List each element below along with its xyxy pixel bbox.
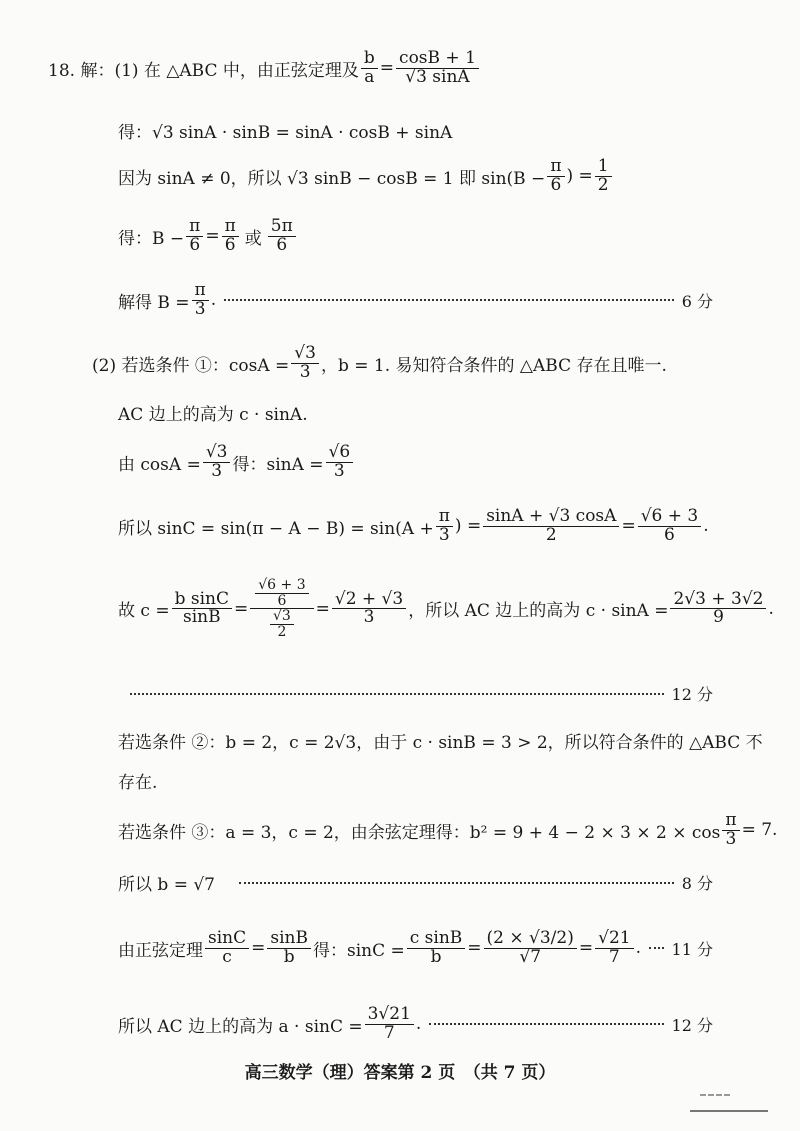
p2-line-1: (2) 若选条件 ①：cosA = $\frac{√3}{3}$ ，b = 1. 易知符合条件的 △ABC 存在且唯一. xyxy=(92,343,667,382)
score-8: 8 分 xyxy=(681,874,713,893)
dot-leader xyxy=(130,693,664,695)
q18-line-5: 解得 B = $\frac{\pi}{3}$ . 6 分 xyxy=(118,280,713,319)
p2-line-2: AC 边上的高为 c · sinA. xyxy=(118,405,308,425)
corner-scribble xyxy=(690,1098,768,1112)
page-footer: 高三数学（理）答案第 2 页 （共 7 页） xyxy=(244,1063,556,1083)
score-12-final: 12 分 xyxy=(671,1015,713,1035)
q18-line-3: 因为 sinA ≠ 0，所以 √3 sinB − cosB = 1 即 sin(B − $\frac{\pi}{6}$ ) = $\frac{1}{2}$ xyxy=(118,158,614,195)
q18-line-1: 18. 解：(1) 在 △ABC 中，由正弦定理及 $\frac{b}{a}$ = $\frac{\cos B + 1}{√3 \sin A}$ xyxy=(48,50,481,87)
q18-intro: 18. 解：(1) 在 △ABC 中，由正弦定理及 xyxy=(48,60,359,81)
p2-line-4: 所以 sinC = sin(π − A − B) = sin(A + $\frac{\pi}{3}$ ) = $\frac{\sin A + √3 \cos A}{2}$ = $\frac{√6 + 3}{6}$ . xyxy=(118,506,709,545)
c2-line-1: 若选条件 ②：b = 2，c = 2√3，由于 c · sinB = 3 > 2，所以符合条件的 △ABC 不 xyxy=(118,733,763,753)
q18-line-4: 得：B − $\frac{\pi}{6}$ = $\frac{\pi}{6}$ 或 $\frac{5\pi}{6}$ xyxy=(118,218,298,255)
dot-leader xyxy=(239,882,674,884)
p2-line-5: 故 c = $\frac{\text{b sinC}}{\sin B}$ = $\frac{\frac{√6 + 3}{6}}{\frac{√3}{2}}$ = $\frac{√2 + √3}{3}$ ，所以 AC 边上的高为 c · sinA = $\frac{2√3 + 3√2}{9}$ . xyxy=(118,577,774,641)
score-6: 6 分 xyxy=(681,291,713,311)
dot-leader xyxy=(429,1023,663,1025)
score-12: 12 分 xyxy=(671,685,713,704)
c3-line-2: 所以 b = √7 8 分 xyxy=(118,870,713,895)
c3-line-1: 若选条件 ③：a = 3，c = 2，由余弦定理得：b² = 9 + 4 − 2 × 3 × 2 × cos $\frac{\pi}{3}$ = 7. xyxy=(118,810,778,849)
score-11: 11 分 xyxy=(671,939,713,959)
fraction-cosb-plus-1: $\frac{\cos B + 1}{√3 \sin A}$ xyxy=(396,50,479,87)
p2-score-line xyxy=(130,682,713,705)
fraction-b-over-a: $\frac{b}{a}$ xyxy=(361,50,378,87)
dot-leader xyxy=(649,947,664,949)
c2-line-2: 存在. xyxy=(118,773,158,793)
c3-line-3: 由正弦定理 $\frac{\sin C}{c}$ = $\frac{\sin B}{b}$ 得：sinC = $\frac{\text{c sinB}}{b}$ = $\frac{(2 \times √3/2)}{√7}$ = $\frac{√21}{7}$ . 11 分 xyxy=(118,928,713,967)
dot-leader xyxy=(224,299,674,301)
q18-line-2: 得：√3 sinA · sinB = sinA · cosB + sinA xyxy=(118,123,453,143)
c3-line-4: 所以 AC 边上的高为 a · sinC = $\frac{3√21}{7}$ . 12 分 xyxy=(118,1004,713,1043)
compound-fraction: $\frac{\frac{√6 + 3}{6}}{\frac{√3}{2}}$ xyxy=(250,578,313,640)
p2-line-3: 由 cosA = $\frac{√3}{3}$ 得：sinA = $\frac{√6}{3}$ xyxy=(118,444,355,481)
